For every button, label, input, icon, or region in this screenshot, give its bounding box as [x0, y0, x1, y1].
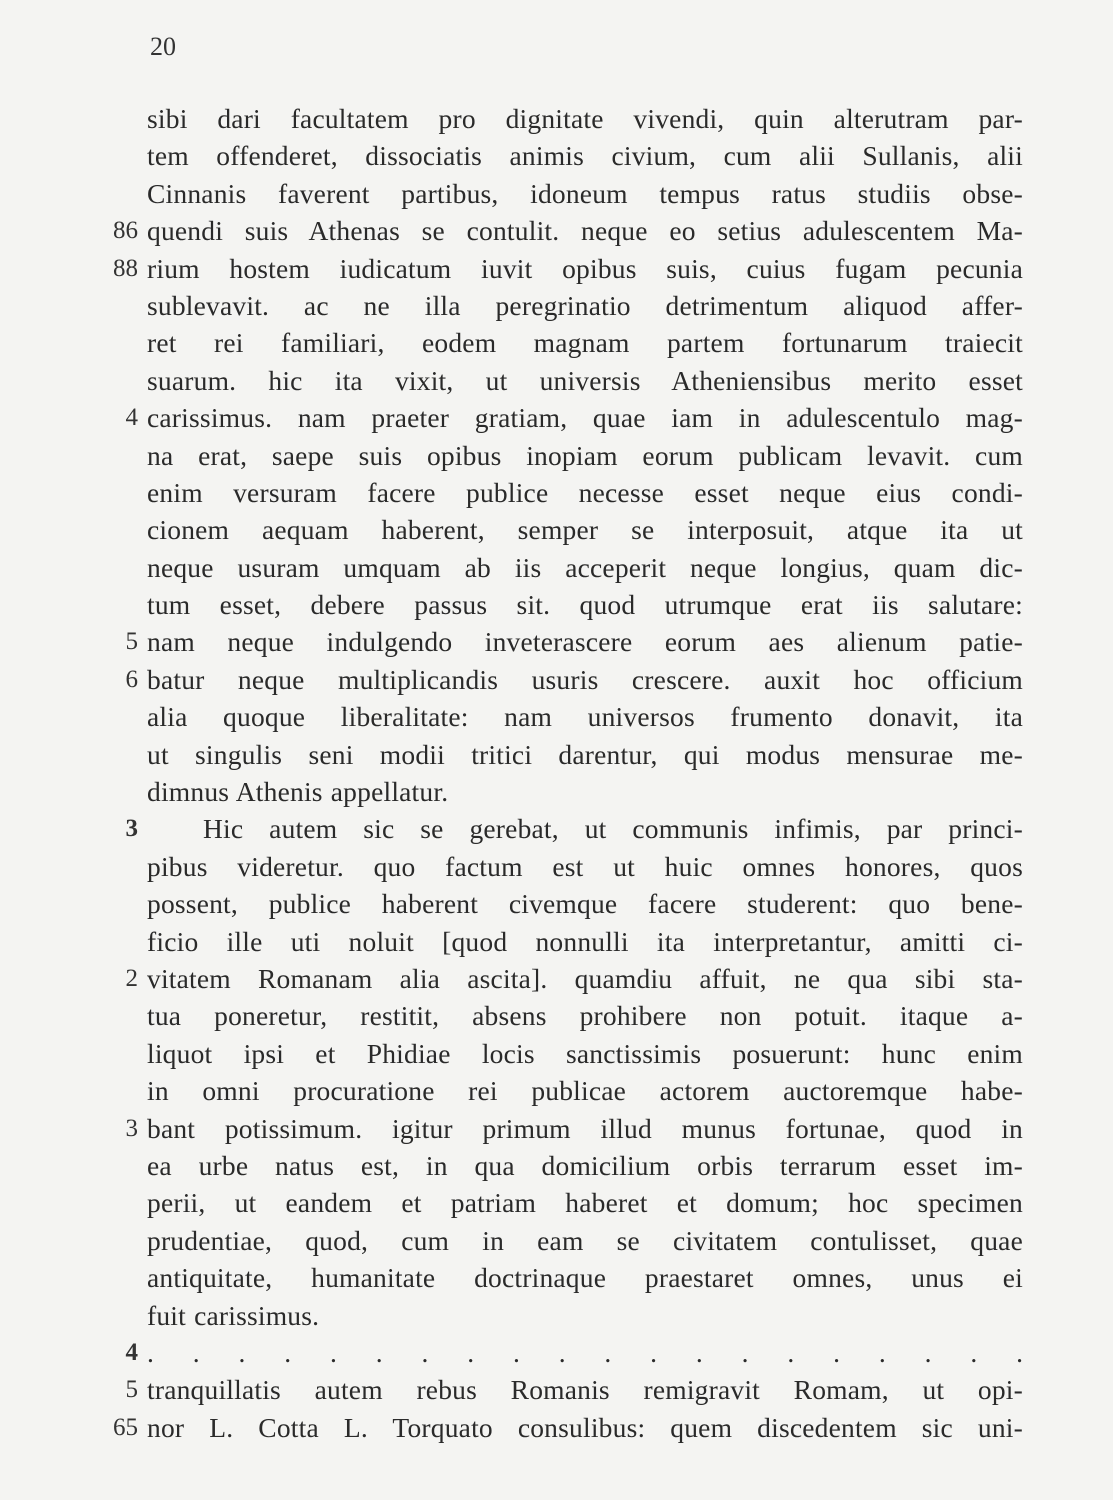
margin-number: 6 [125, 665, 138, 693]
line-text: tranquillatis autem rebus Romanis remigravit Romam, ut opi- [147, 1374, 1023, 1406]
line-text: ficio ille uti noluit [quod nonnulli ita interpretantur, amitti ci- [147, 925, 1023, 957]
text-line [0, 698, 1113, 735]
line-text: ret rei familiari, eodem magnam partem fortunarum traiecit [147, 327, 1023, 359]
text-line [0, 324, 1113, 361]
margin-number: 5 [125, 628, 138, 656]
line-text: in omni procuratione rei publicae actorem auctoremque habe- [147, 1075, 1023, 1107]
line-text: perii, ut eandem et patriam haberet et domum; hoc specimen [147, 1187, 1023, 1219]
text-line [0, 1371, 1113, 1408]
line-text: . . . . . . . . . . . . . . . . . . . . [147, 1336, 1023, 1368]
line-text: batur neque multiplicandis usuris crescere. auxit hoc officium [147, 663, 1023, 695]
text-line [0, 661, 1113, 698]
text-line [0, 1110, 1113, 1147]
line-text: sibi dari facultatem pro dignitate vivendi, quin alterutram par- [147, 103, 1023, 134]
line-text: fuit carissimus. [147, 1299, 320, 1331]
line-text: sublevavit. ac ne illa peregrinatio detrimentum aliquod affer- [147, 289, 1023, 321]
text-line [0, 137, 1113, 174]
text-line [0, 810, 1113, 847]
margin-number: 5 [125, 1376, 138, 1404]
line-text: cionem aequam haberent, semper se interposuit, atque ita ut [147, 514, 1023, 546]
line-text: tua poneretur, restitit, absens prohibere non potuit. itaque a- [147, 1000, 1023, 1032]
text-line [0, 250, 1113, 287]
margin-number: 88 [113, 254, 138, 282]
line-text: possent, publice haberent civemque facere studerent: quo bene- [147, 888, 1023, 920]
text-line [0, 1035, 1113, 1072]
text-line [0, 175, 1113, 212]
text-line [0, 100, 1113, 137]
line-text: nam neque indulgendo inveterascere eorum aes alienum patie- [147, 626, 1023, 658]
text-line [0, 399, 1113, 436]
text-line [0, 287, 1113, 324]
text-line [0, 1334, 1113, 1371]
text-line [0, 960, 1113, 997]
text-line [0, 1072, 1113, 1109]
line-text: neque usuram umquam ab iis acceperit neque longius, quam dic- [147, 551, 1023, 583]
text-line [0, 437, 1113, 474]
text-line [0, 1147, 1113, 1184]
line-text: ut singulis seni modii tritici darentur, qui modus mensurae me- [147, 738, 1023, 770]
line-text: prudentiae, quod, cum in eam se civitatem contulisset, quae [147, 1224, 1023, 1256]
text-line [0, 586, 1113, 623]
line-text: Cinnanis faverent partibus, idoneum tempus ratus studiis obse- [147, 177, 1023, 209]
line-text: carissimus. nam praeter gratiam, quae iam in adulescentulo mag- [147, 402, 1023, 434]
line-text: Hic autem sic se gerebat, ut communis infimis, par princi- [203, 813, 1023, 845]
text-line [0, 549, 1113, 586]
line-text: nor L. Cotta L. Torquato consulibus: quem discedentem sic uni- [147, 1411, 1023, 1443]
line-text: na erat, saepe suis opibus inopiam eorum publicam levavit. cum [147, 439, 1023, 471]
text-line [0, 511, 1113, 548]
text-line [0, 1297, 1113, 1334]
text-line [0, 923, 1113, 960]
text-line [0, 773, 1113, 810]
line-text: liquot ipsi et Phidiae locis sanctissimis posuerunt: hunc enim [147, 1037, 1023, 1069]
body-text [0, 100, 1113, 1446]
margin-number: 4 [125, 1338, 138, 1366]
margin-number: 4 [125, 404, 138, 432]
text-line [0, 623, 1113, 660]
line-text: ea urbe natus est, in qua domicilium orbis terrarum esset im- [147, 1149, 1023, 1181]
text-line [0, 997, 1113, 1034]
line-text: bant potissimum. igitur primum illud munus fortunae, quod in [147, 1112, 1023, 1144]
margin-number: 65 [113, 1413, 138, 1441]
margin-number: 3 [125, 815, 138, 843]
line-text: antiquitate, humanitate doctrinaque praestaret omnes, unus ei [147, 1262, 1023, 1294]
text-line [0, 1184, 1113, 1221]
text-line [0, 1409, 1113, 1446]
line-text: pibus videretur. quo factum est ut huic omnes honores, quos [147, 850, 1023, 882]
text-line [0, 212, 1113, 249]
line-text: enim versuram facere publice necesse esset neque eius condi- [147, 476, 1023, 508]
text-line [0, 736, 1113, 773]
text-line [0, 1259, 1113, 1296]
page-number: 20 [150, 32, 176, 61]
text-line [0, 362, 1113, 399]
line-text: rium hostem iudicatum iuvit opibus suis, cuius fugam pecunia [147, 252, 1023, 284]
line-text: alia quoque liberalitate: nam universos frumento donavit, ita [147, 701, 1023, 733]
line-text: suarum. hic ita vixit, ut universis Atheniensibus merito esset [147, 364, 1023, 396]
line-text: tum esset, debere passus sit. quod utrumque erat iis salutare: [147, 589, 1023, 621]
text-line [0, 848, 1113, 885]
margin-number: 2 [125, 964, 138, 992]
line-text: vitatem Romanam alia ascita]. quamdiu affuit, ne qua sibi sta- [147, 962, 1023, 994]
text-line [0, 885, 1113, 922]
text-line [0, 474, 1113, 511]
margin-number: 86 [113, 217, 138, 245]
line-text: quendi suis Athenas se contulit. neque eo setius adulescentem Ma- [147, 215, 1023, 247]
text-line [0, 1222, 1113, 1259]
line-text: tem offenderet, dissociatis animis civium, cum alii Sullanis, alii [147, 140, 1023, 172]
line-text: dimnus Athenis appellatur. [147, 776, 449, 808]
margin-number: 3 [125, 1114, 138, 1142]
